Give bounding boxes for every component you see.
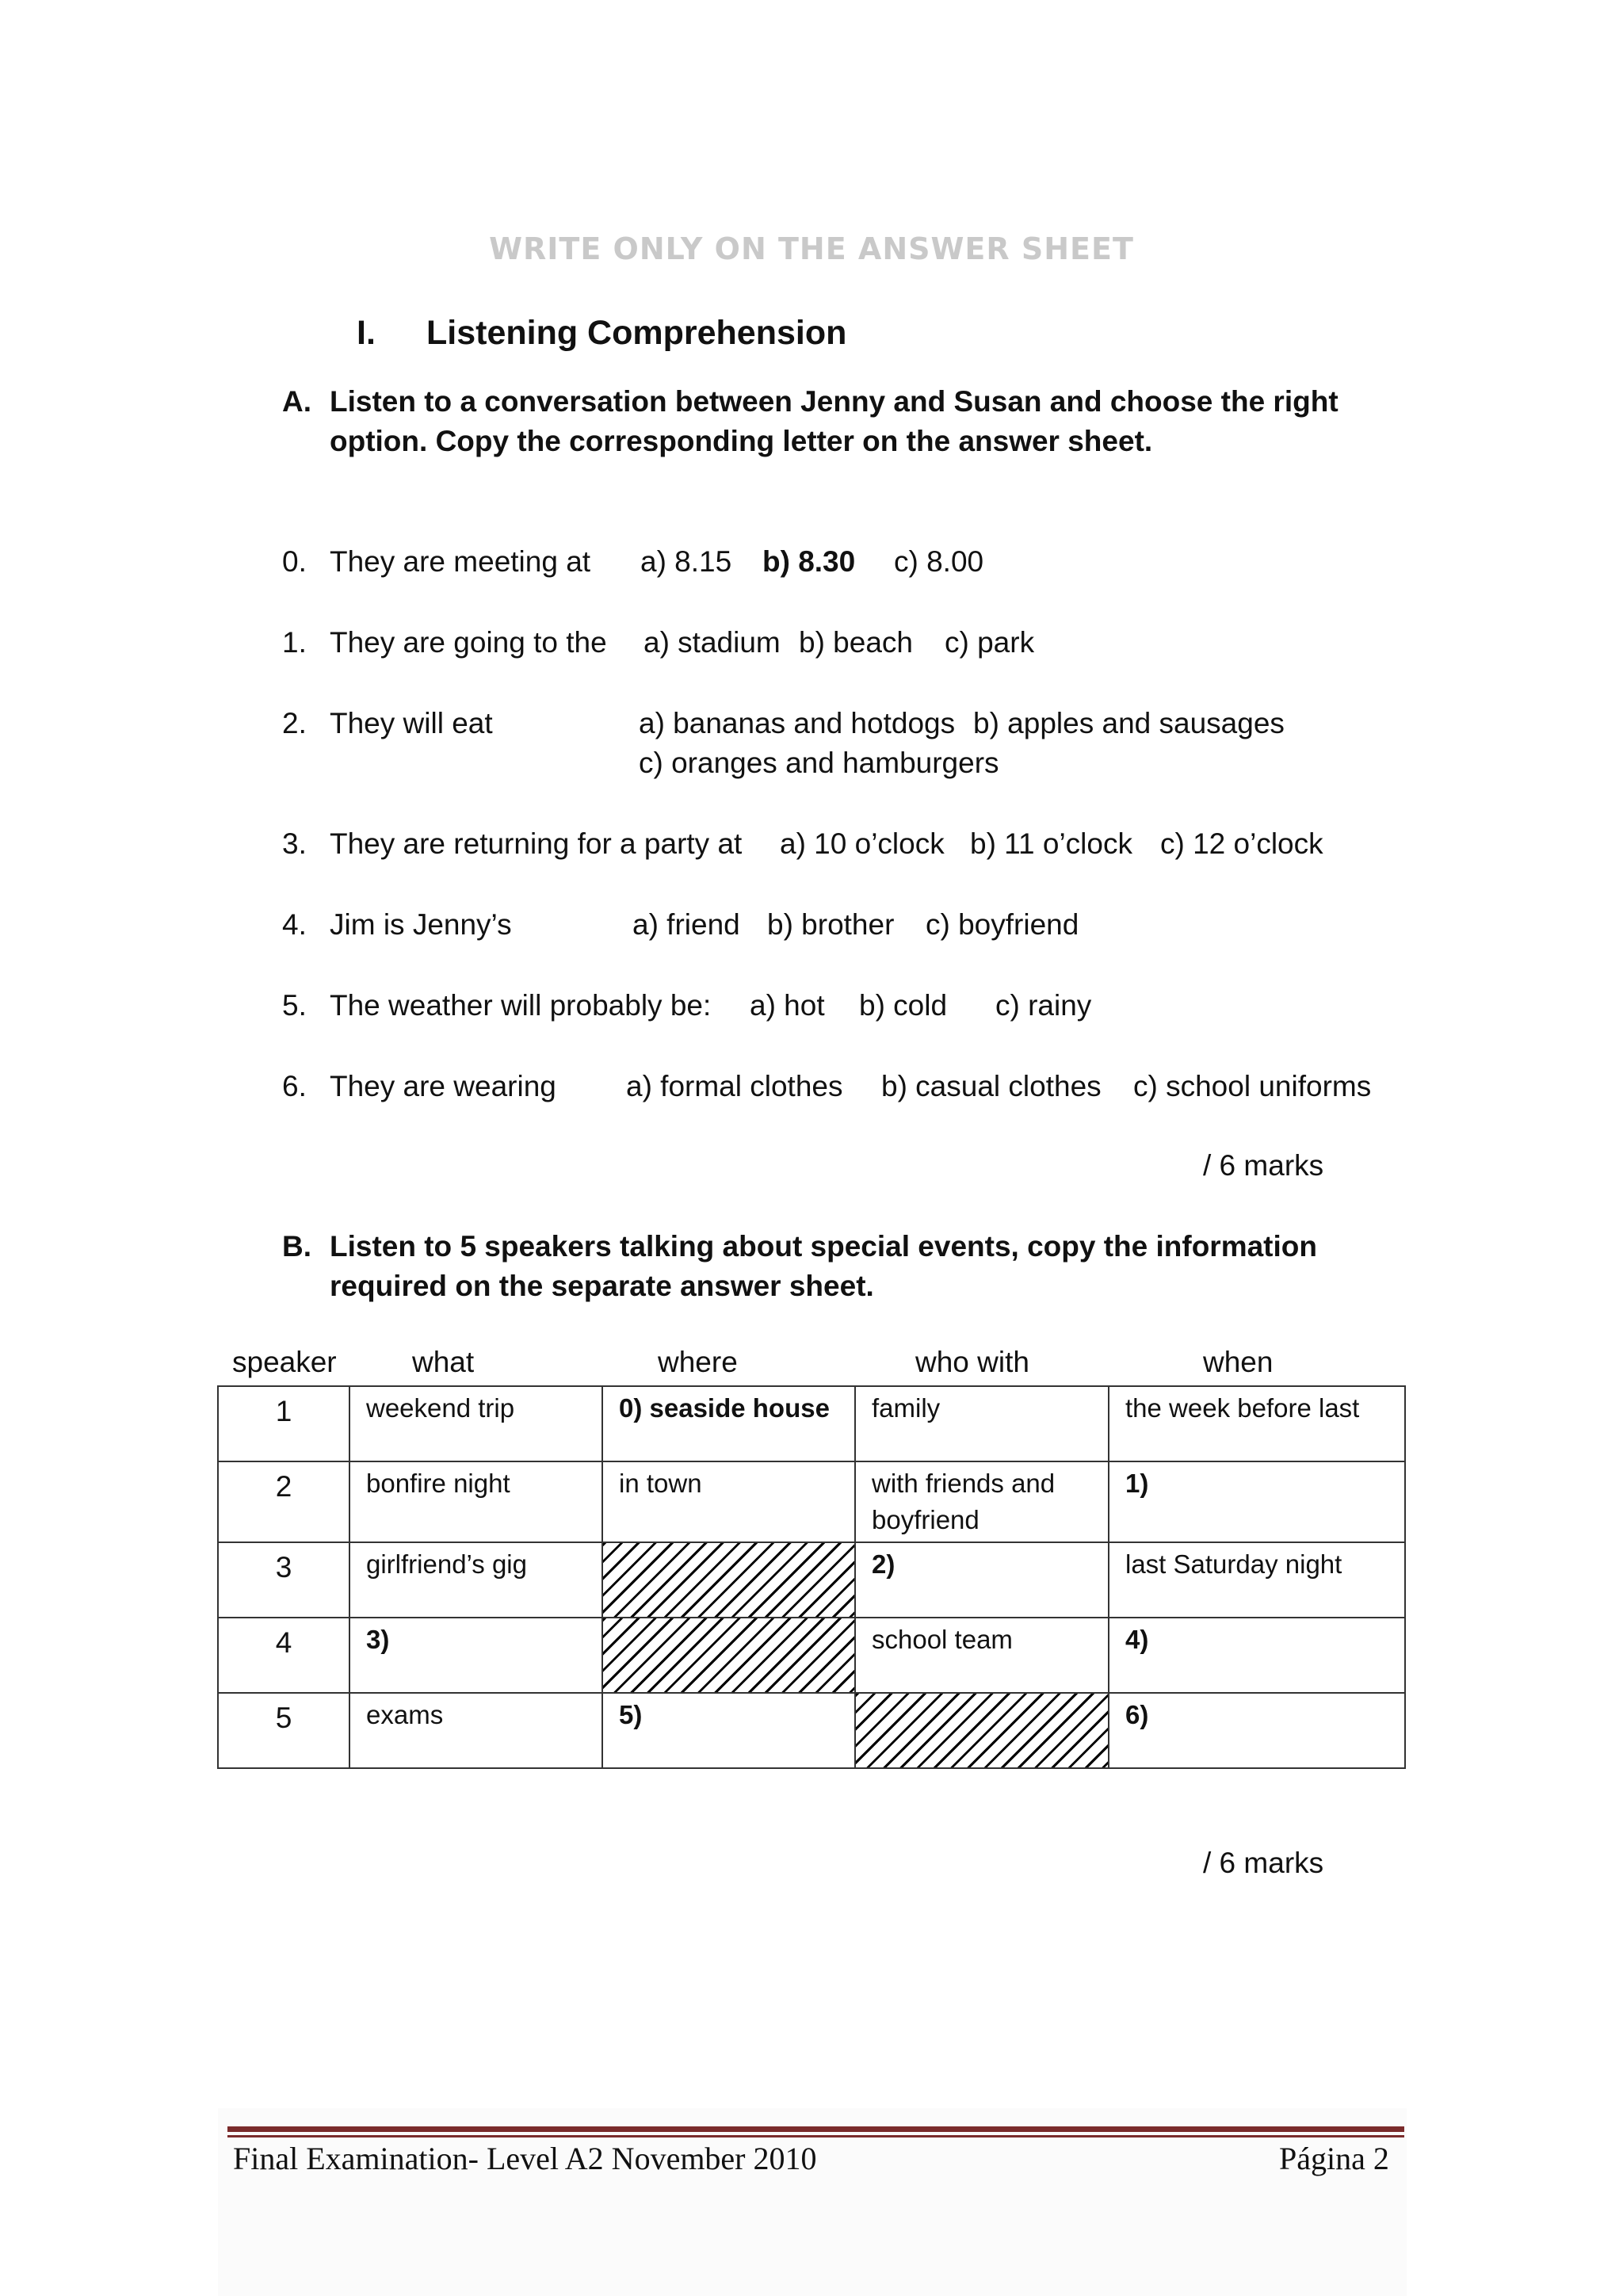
- footer-page-number: Página 2: [1279, 2141, 1389, 2176]
- option-c: c) oranges and hamburgers: [639, 747, 999, 779]
- events-table: [217, 1385, 1406, 1769]
- column-header-when: when: [1203, 1346, 1274, 1378]
- part-a-letter: A.: [282, 385, 311, 418]
- question-number: 1.: [282, 626, 307, 659]
- part-b-marks: / 6 marks: [1203, 1847, 1324, 1879]
- when-cell: the week before last: [1109, 1386, 1405, 1461]
- where-cell-answer-slot: 5): [602, 1693, 855, 1768]
- option-b: b) brother: [767, 908, 895, 941]
- option-a: a) formal clothes: [626, 1070, 843, 1102]
- option-c: c) boyfriend: [926, 908, 1079, 941]
- answer-sheet-banner: WRITE ONLY ON THE ANSWER SHEET: [489, 231, 1134, 266]
- who-with-cell: school team: [855, 1618, 1109, 1693]
- option-c: c) 12 o’clock: [1160, 827, 1323, 860]
- who-with-cell: family: [855, 1386, 1109, 1461]
- what-cell: bonfire night: [349, 1461, 602, 1542]
- section-title: Listening Comprehension: [426, 314, 847, 352]
- question-number: 2.: [282, 707, 307, 739]
- option-a: a) stadium: [643, 626, 781, 659]
- part-b-letter: B.: [282, 1230, 311, 1263]
- question-text: They are wearing: [330, 1070, 556, 1102]
- part-a-instruction: Listen to a conversation between Jenny and Susan and choose the right option. Copy the corresponding letter on the answer sheet.: [330, 385, 1338, 457]
- who-with-cell: with friends and boyfriend: [855, 1461, 1109, 1542]
- what-cell: weekend trip: [349, 1386, 602, 1461]
- question-text: The weather will probably be:: [330, 989, 712, 1022]
- question-text: They are going to the: [330, 626, 607, 659]
- speaker-cell: 5: [218, 1693, 349, 1768]
- option-b: b) apples and sausages: [973, 707, 1285, 739]
- table-row: [218, 1618, 1405, 1693]
- part-a-marks: / 6 marks: [1203, 1149, 1324, 1182]
- question-text: They are meeting at: [330, 545, 591, 578]
- what-cell-answer-slot: 3): [349, 1618, 602, 1693]
- column-header-where: where: [658, 1346, 738, 1378]
- option-c: c) rainy: [995, 989, 1092, 1022]
- when-cell-answer-slot: 6): [1109, 1693, 1405, 1768]
- speaker-cell: 1: [218, 1386, 349, 1461]
- column-header-speaker: speaker: [232, 1346, 337, 1378]
- option-a: a) hot: [750, 989, 825, 1022]
- option-c: c) park: [945, 626, 1035, 659]
- question-number: 0.: [282, 545, 307, 578]
- question-number: 3.: [282, 827, 307, 860]
- footer-exam-title: Final Examination- Level A2 November 2010: [233, 2141, 817, 2176]
- table-row: [218, 1461, 1405, 1542]
- option-a: a) 10 o’clock: [780, 827, 945, 860]
- option-b: b) cold: [859, 989, 948, 1022]
- when-cell: last Saturday night: [1109, 1542, 1405, 1618]
- hatched-cell: [602, 1542, 855, 1618]
- speaker-cell: 3: [218, 1542, 349, 1618]
- column-header-what: what: [412, 1346, 475, 1378]
- speaker-cell: 2: [218, 1461, 349, 1542]
- who-with-cell-answer-slot: 2): [855, 1542, 1109, 1618]
- section-number: I.: [357, 314, 376, 352]
- table-row: [218, 1542, 1405, 1618]
- what-cell: exams: [349, 1693, 602, 1768]
- table-row: [218, 1693, 1405, 1768]
- question-number: 4.: [282, 908, 307, 941]
- option-a: a) friend: [632, 908, 740, 941]
- where-cell: in town: [602, 1461, 855, 1542]
- option-b: b) casual clothes: [881, 1070, 1102, 1102]
- option-b-example-answer: b) 8.30: [762, 545, 856, 578]
- column-header-who-with: who with: [915, 1346, 1029, 1378]
- footer-rule-thin: [227, 2135, 1404, 2137]
- question-text: They are returning for a party at: [330, 827, 743, 860]
- where-cell-example: 0) seaside house: [602, 1386, 855, 1461]
- option-a: a) bananas and hotdogs: [639, 707, 956, 739]
- option-b: b) 11 o’clock: [970, 827, 1132, 860]
- option-b: b) beach: [799, 626, 913, 659]
- part-b-instruction: Listen to 5 speakers talking about special events, copy the information required on the separate answer sheet.: [330, 1230, 1317, 1302]
- when-cell-answer-slot: 1): [1109, 1461, 1405, 1542]
- hatched-cell: [855, 1693, 1109, 1768]
- table-row: [218, 1386, 1405, 1461]
- option-c: c) school uniforms: [1133, 1070, 1372, 1102]
- question-number: 5.: [282, 989, 307, 1022]
- when-cell-answer-slot: 4): [1109, 1618, 1405, 1693]
- question-text: They will eat: [330, 707, 493, 739]
- what-cell: girlfriend’s gig: [349, 1542, 602, 1618]
- option-a: a) 8.15: [640, 545, 732, 578]
- hatched-cell: [602, 1618, 855, 1693]
- question-number: 6.: [282, 1070, 307, 1102]
- speaker-cell: 4: [218, 1618, 349, 1693]
- footer-rule: [227, 2126, 1404, 2132]
- question-text: Jim is Jenny’s: [330, 908, 512, 941]
- option-c: c) 8.00: [894, 545, 984, 578]
